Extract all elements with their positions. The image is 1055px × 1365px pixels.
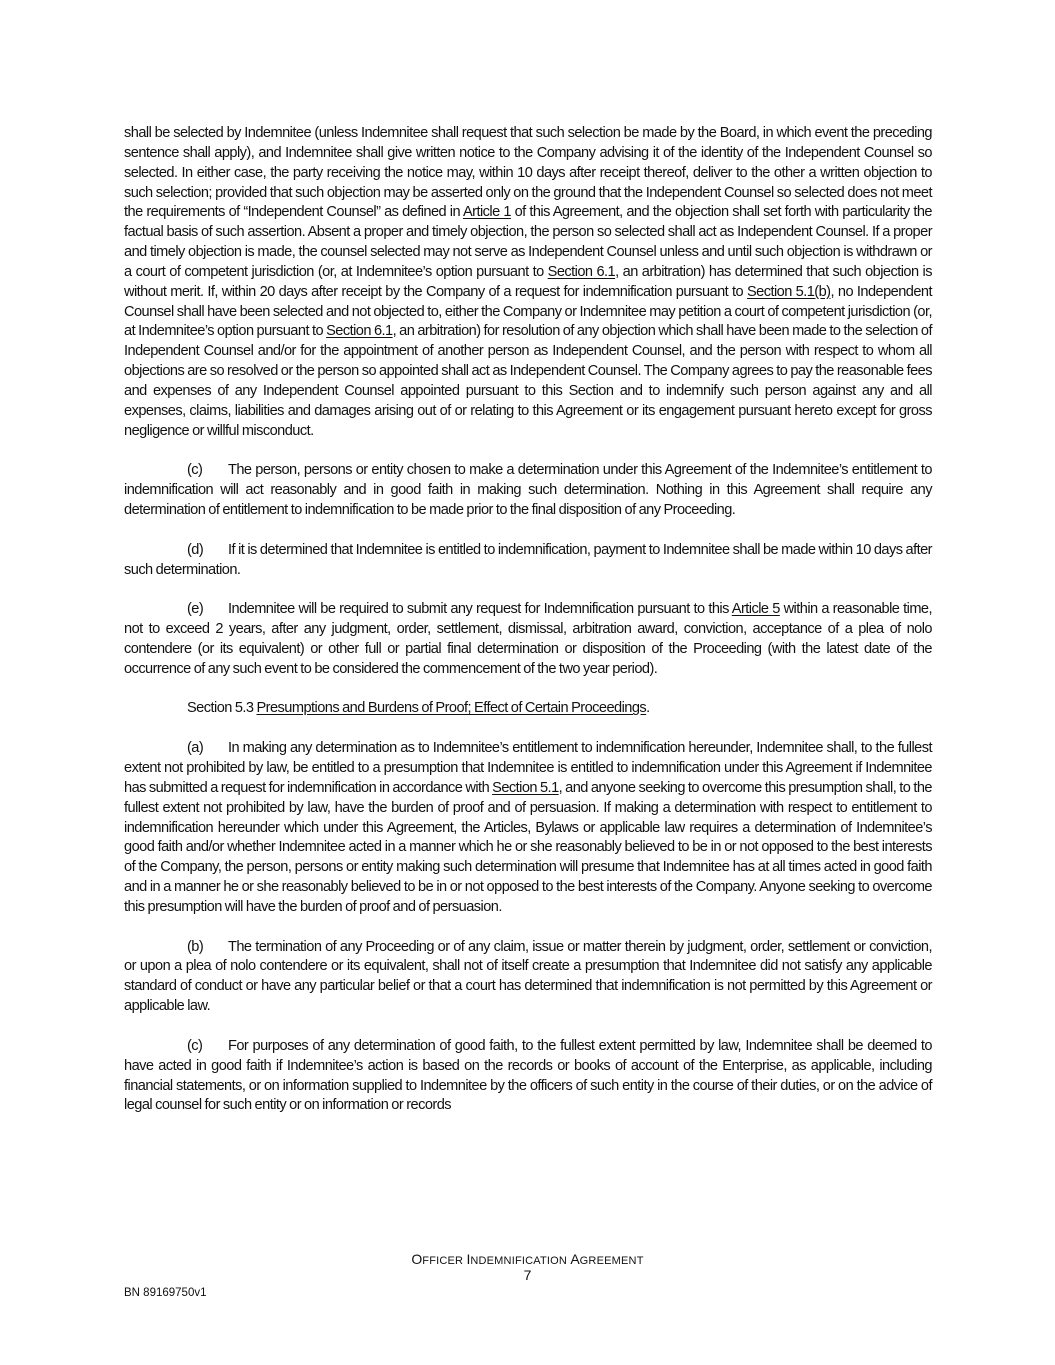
paragraph-label: (e) [187, 601, 204, 618]
paragraph-5-3b: (b) The termination of any Proceeding or of any claim, issue or matter therein by judgment, order, settlement or conviction, or upon a plea of nolo contendere or its equivalent, shall not of itself create a presumption that Indemnitee did not satisfy any applicable standard of conduct or have any particular belief or that a court has determined that indemnification is not permitted by this Agreement or applicable law. [124, 938, 932, 1015]
paragraph-label: (d) [187, 541, 204, 558]
document-body [124, 124, 932, 1136]
paragraph-label: (c) [187, 462, 203, 479]
document-id: BN 89169750v1 [124, 1287, 207, 1299]
cross-reference-section-6-1: Section 6.1 [547, 263, 616, 280]
paragraph-label: (b) [187, 938, 204, 955]
footer-agreement-title: OFFICER INDEMNIFICATION AGREEMENT [411, 1251, 644, 1267]
cross-reference-article-1: Article 1 [462, 204, 511, 221]
cross-reference-section-5-1b: Section 5.1(b) [746, 283, 831, 300]
page-number: 7 [523, 1267, 532, 1283]
section-5-3-heading: Section 5.3 Presumptions and Burdens of Proof; Effect of Certain Proceedings. [187, 700, 650, 717]
paragraph-label: (c) [187, 1037, 203, 1054]
paragraph-5-2e: (e) Indemnitee will be required to submit any request for Indemnification pursuant to this Article 5 within a reasonable time, not to exceed 2 years, after any judgment, order, settlement, dismissal, arbitration award, conviction, acceptance of a plea of nolo contendere (or its equivalent) or other full or partial final determination or disposition of the Proceeding (with the latest date of the occurrence of any such event to be considered the commencement of the two year period). [124, 601, 932, 677]
paragraph-label: (a) [187, 740, 204, 757]
paragraph-independent-counsel-selection: shall be selected by Indemnitee (unless Indemnitee shall request that such selection be made by the Board, in which event the preceding sentence shall apply), and Indemnitee shall give written notice to the Company advising it of the identity of the Independent Counsel so selected. In either case, the party receiving the notice may, within 10 days after receipt thereof, deliver to the other a written objection to such selection; provided that such objection may be asserted only on the ground that the Independent Counsel so selected does not meet the requirements of “Independent Counsel” as defined in Article 1 of this Agreement, and the objection shall set forth with particularity the factual basis of such assertion. Absent a proper and timely objection, the person so selected shall act as Independent Counsel. If a proper and timely objection is made, the counsel selected may not serve as Independent Counsel unless and until such objection is withdrawn or a court of competent jurisdiction (or, at Indemnitee’s option pursuant to Section 6.1, an arbitration) has determined that such objection is without merit. If, within 20 days after receipt by the Company of a request for indemnification pursuant to Section 5.1(b), no Independent Counsel shall have been selected and not objected to, either the Company or Indemnitee may petition a court of competent jurisdiction (or, at Indemnitee’s option pursuant to Section 6.1, an arbitration) for resolution of any objection which shall have been made to the selection of Independent Counsel and/or for the appointment of another person as Independent Counsel, and the person with respect to whom all objections are so resolved or the person so appointed shall act as Independent Counsel. The Company agrees to pay the reasonable fees and expenses of any Independent Counsel appointed pursuant to this Section and to indemnify such person against any and all expenses, claims, liabilities and damages arising out of or relating to this Agreement or its engagement pursuant hereto except for gross negligence or willful misconduct. [124, 125, 932, 439]
cross-reference-section-6-1: Section 6.1 [326, 323, 393, 340]
cross-reference-section-5-1: Section 5.1 [492, 779, 559, 796]
paragraph-5-2c: (c) The person, persons or entity chosen to make a determination under this Agreement of the Indemnitee’s entitlement to indemnification will act reasonably and in good faith in making such determination. Nothing in this Agreement shall require any determination of entitlement to indemnification to be made prior to the final disposition of any Proceeding. [124, 462, 932, 519]
cross-reference-article-5: Article 5 [731, 601, 780, 618]
paragraph-5-3c: (c) For purposes of any determination of good faith, to the fullest extent permitted by law, Indemnitee shall be deemed to have acted in good faith if Indemnitee’s action is based on the records or books of account of the Enterprise, as applicable, including financial statements, or on information supplied to Indemnitee by the officers of such entity in the course of their duties, or on the advice of legal counsel for such entity or on information or records [124, 1037, 932, 1114]
paragraph-5-3a: (a) In making any determination as to Indemnitee’s entitlement to indemnification hereunder, Indemnitee shall, to the fullest extent not prohibited by law, be entitled to a presumption that Indemnitee is entitled to indemnification under this Agreement if Indemnitee has submitted a request for indemnification in accordance with Section 5.1, and anyone seeking to overcome this presumption shall, to the fullest extent not prohibited by law, have the burden of proof and of persuasion. If making a determination with respect to entitlement to indemnification hereunder which under this Agreement, the Articles, Bylaws or applicable law requires a determination of Indemnitee’s good faith and/or whether Indemnitee acted in a manner which he or she reasonably believed to be in or not opposed to the best interests of the Company, the person, persons or entity making such determination will presume that Indemnitee has at all times acted in good faith and in a manner he or she reasonably believed to be in or not opposed to the best interests of the Company. Anyone seeking to overcome this presumption will have the burden of proof and of persuasion. [124, 740, 932, 915]
section-5-3-title: Presumptions and Burdens of Proof; Effect of Certain Proceedings [256, 700, 647, 717]
paragraph-5-2d: (d) If it is determined that Indemnitee is entitled to indemnification, payment to Indemnitee shall be made within 10 days after such determination. [124, 541, 932, 578]
